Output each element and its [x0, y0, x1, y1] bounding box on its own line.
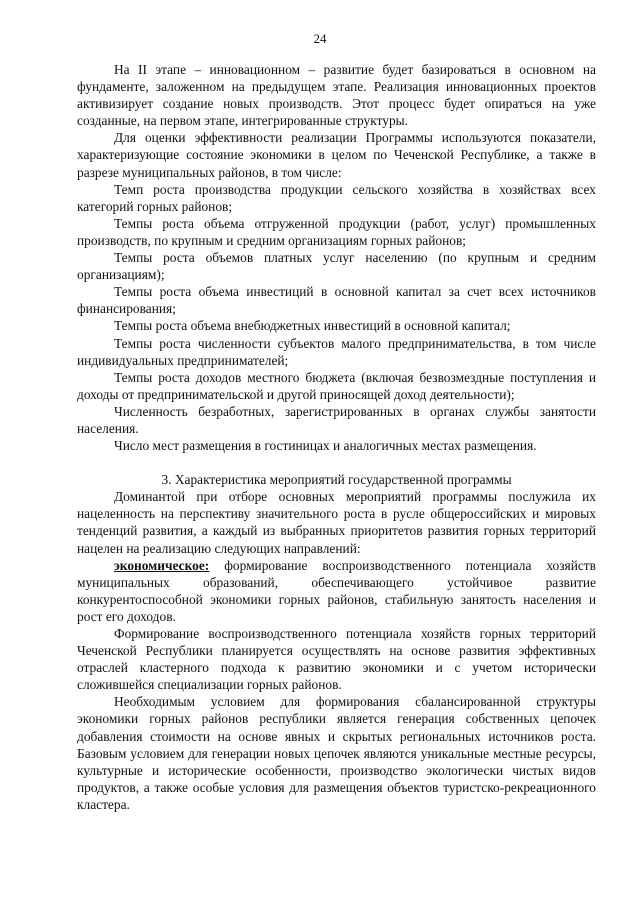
page-number: 24 — [313, 31, 327, 46]
indicator-item: Темпы роста доходов местного бюджета (включая безвозмездные поступления и доходы от предпринимательской и другой приносящей доход деятельности); — [77, 369, 596, 402]
indicator-item: Численность безработных, зарегистрированных в органах службы занятости населения. — [77, 403, 596, 436]
indicator-item: Число мест размещения в гостиницах и аналогичных местах размещения. — [114, 438, 537, 454]
indicator-item: Темпы роста численности субъектов малого предпринимательства, в том числе индивидуальных предпринимателей; — [77, 335, 596, 368]
paragraph: Необходимым условием для формирования сбалансированной структуры экономики горных районов республики является генерация собственных цепочек добавления стоимости на основе явных и скрытых региональных источников роста. Базовым условием для генерации новых цепочек являются уникальные местные ресурсы, культурные и исторические особенности, производство экологически чистых видов продуктов, а также особые условия для размещения объектов туристско-рекреационного кластера. — [77, 694, 596, 812]
indicator-item: Темпы роста объема отгруженной продукции (работ, услуг) промышленных производств, по крупным и средним организациям горных районов; — [77, 215, 596, 248]
economic-direction-label: экономическое: — [114, 557, 210, 573]
economic-direction-text: формирование воспроизводственного потенциала хозяйств муниципальных образований, обеспечивающего устойчивое развитие конкурентоспособной экономики горных районов, стабильную занятость населения и рост его доходов. — [77, 557, 596, 624]
page-body — [77, 61, 596, 813]
paragraph: Доминантой при отборе основных мероприятий программы послужила их нацеленность на перспективу значительного роста в русле общероссийских и мировых тенденций развития, а каждый из выбранных приоритетов развития горных территорий нацелен на реализацию следующих направлений: — [77, 489, 596, 556]
indicator-item: Темпы роста объема внебюджетных инвестиций в основной капитал; — [114, 318, 511, 334]
indicator-item: Темп роста производства продукции сельского хозяйства в хозяйствах всех категорий горных районов; — [77, 181, 596, 214]
indicator-item: Темпы роста объема инвестиций в основной капитал за счет всех источников финансирования; — [77, 284, 596, 317]
paragraph: Формирование воспроизводственного потенциала хозяйств горных территорий Чеченской Республики планируется осуществлять на основе развития эффективных отраслей кластерного подхода к развитию экономики и с учетом исторически сложившейся специализации горных районов. — [77, 626, 596, 693]
paragraph: Для оценки эффективности реализации Программы используются показатели, характеризующие состояние экономики в целом по Чеченской Республике, а также в разрезе муниципальных районов, в том числе: — [77, 130, 596, 180]
section-heading: 3. Характеристика мероприятий государственной программы — [161, 472, 512, 488]
indicator-item: Темпы роста объемов платных услуг населению (по крупным и средним организациям); — [77, 250, 596, 283]
economic-direction — [77, 557, 596, 625]
paragraph: На II этапе – инновационном – развитие будет базироваться в основном на фундаменте, заложенном на предыдущем этапе. Реализация инновационных проектов активизирует создание новых производств. Этот процесс будет опираться на уже созданные, на первом этапе, интегрированные структуры. — [77, 62, 596, 129]
